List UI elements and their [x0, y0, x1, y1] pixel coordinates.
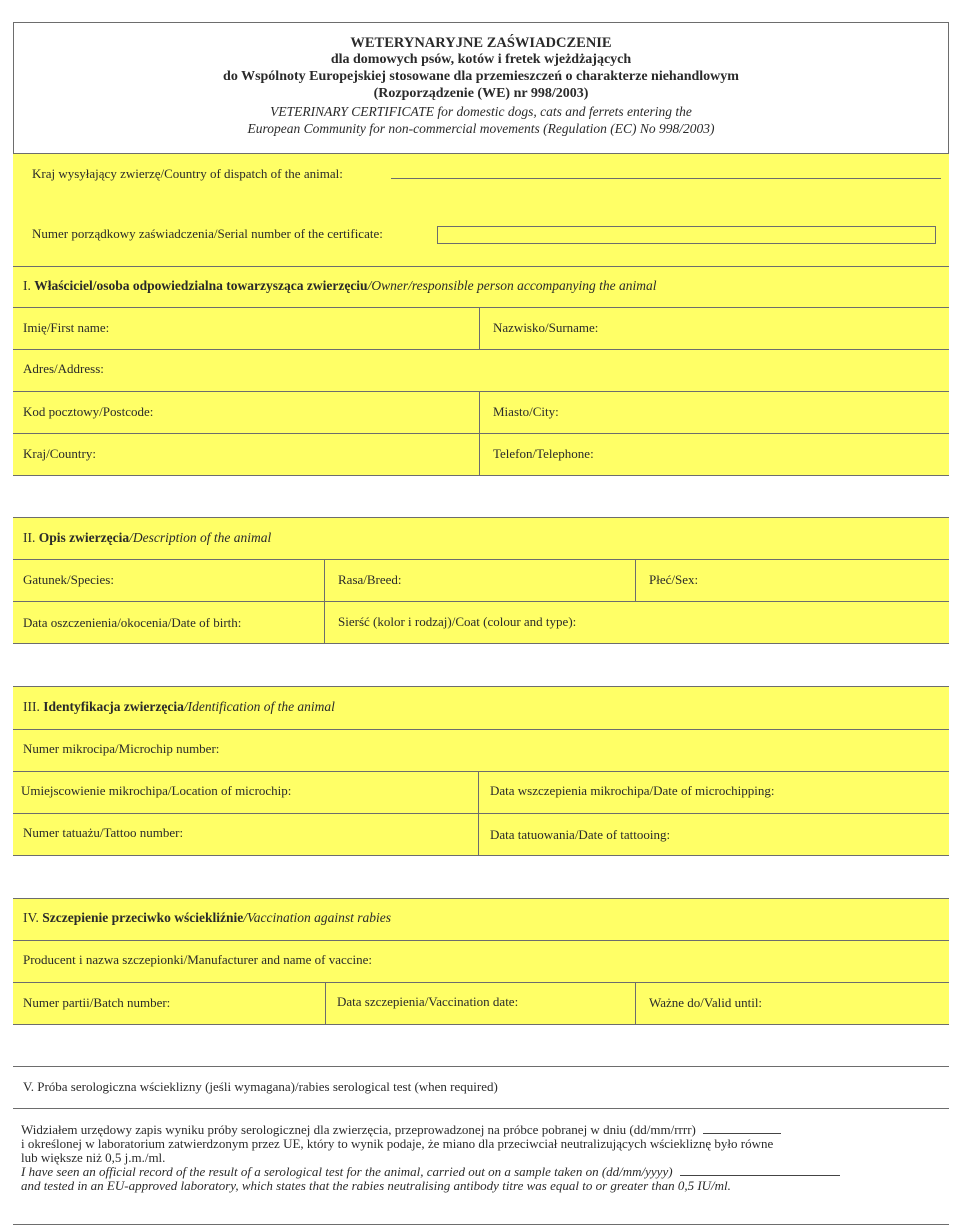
valid-until-label: Ważne do/Valid until:	[649, 995, 763, 1010]
microchip-date-field[interactable]	[478, 772, 949, 813]
country-telephone-row	[13, 433, 949, 475]
certificate-title-pl: WETERYNARYJNE ZAŚWIADCZENIE	[350, 35, 612, 51]
microchip-date-label: Data wszczepienia mikrochipa/Date of microchipping:	[490, 783, 775, 798]
country-of-dispatch-field[interactable]	[391, 178, 941, 179]
serology-en-line-1: I have seen an official record of the result of a serological test for the animal, carried out on a sample taken on (dd/mm/yyyy)	[21, 1165, 937, 1179]
coat-field[interactable]	[324, 602, 949, 643]
breed-field[interactable]	[324, 560, 635, 601]
date-of-birth-field[interactable]	[13, 602, 324, 643]
address-row	[13, 349, 949, 391]
certificate-subtitle-pl-1: dla domowych psów, kotów i fretek wjeżdżających	[330, 52, 632, 67]
surname-label: Nazwisko/Surname:	[493, 320, 599, 335]
spacer-1	[13, 475, 949, 517]
vaccine-row	[13, 940, 949, 982]
section-1-title-pl: Właściciel/osoba odpowiedzialna towarzysząca zwierzęciu	[34, 278, 368, 293]
postcode-field[interactable]	[13, 392, 479, 433]
serial-number-label: Numer porządkowy zaświadczenia/Serial number of the certificate:	[32, 226, 383, 241]
telephone-field[interactable]	[479, 434, 949, 475]
section-1-header	[13, 266, 949, 307]
serology-pl-line-3: lub większe niż 0,5 j.m./ml.	[21, 1150, 166, 1165]
section-5-title: V. Próba serologiczna wścieklizny (jeśli wymagana)/rabies serological test (when required)	[23, 1079, 498, 1094]
serology-date-en-field[interactable]	[680, 1175, 840, 1176]
vaccine-manufacturer-label: Producent i nazwa szczepionki/Manufacturer and name of vaccine:	[23, 952, 373, 967]
section-4-number: IV.	[23, 910, 39, 925]
microchip-location-label: Umiejscowienie mikrochipa/Location of microchip:	[21, 783, 292, 798]
certificate-subtitle-pl-2: do Wspólnoty Europejskiej stosowane dla przemieszczeń o charakterze niehandlowym	[223, 69, 739, 84]
country-of-dispatch-label: Kraj wysyłający zwierzę/Country of dispatch of the animal:	[32, 166, 343, 181]
sex-field[interactable]	[635, 560, 949, 601]
section-2-header	[13, 517, 949, 559]
spacer-2	[13, 643, 949, 686]
vaccine-manufacturer-field[interactable]	[13, 941, 949, 982]
microchip-row	[13, 729, 949, 771]
section-2-title-pl: Opis zwierzęcia	[38, 530, 130, 545]
address-label: Adres/Address:	[23, 361, 104, 376]
first-name-field[interactable]	[13, 308, 479, 349]
certificate-title-en-2: European Community for non-commercial movements (Regulation (EC) No 998/2003)	[247, 121, 715, 136]
tattoo-number-label: Numer tatuażu/Tattoo number:	[23, 825, 184, 840]
section-3-header	[13, 686, 949, 729]
section-3-title-pl: Identyfikacja zwierzęcia	[43, 699, 184, 714]
spacer-3	[13, 855, 949, 898]
breed-label: Rasa/Breed:	[338, 572, 402, 587]
tattoo-date-field[interactable]	[478, 814, 949, 855]
country-label: Kraj/Country:	[23, 446, 96, 461]
section-5-header	[13, 1066, 949, 1108]
serial-number-field[interactable]	[437, 226, 936, 244]
batch-number-label: Numer partii/Batch number:	[23, 995, 171, 1010]
microchip-number-label: Numer mikrocipa/Microchip number:	[23, 741, 220, 756]
section-2-number: II.	[23, 530, 36, 545]
serology-en-line-2: and tested in an EU-approved laboratory, which states that the rabies neutralising antibody titre was equal to or greater than 0,5 IU/ml.	[21, 1178, 731, 1193]
surname-field[interactable]	[479, 308, 949, 349]
postcode-label: Kod pocztowy/Postcode:	[23, 404, 154, 419]
section-1-number: I.	[23, 278, 31, 293]
section-3-title-en: /Identification of the animal	[183, 699, 335, 714]
serology-pl-line-1: Widziałem urzędowy zapis wyniku próby serologicznej dla zwierzęcia, przeprowadzonej na próbce pobranej w dniu (dd/mm/rrrr)	[21, 1123, 937, 1137]
section-4-title-en: /Vaccination against rabies	[243, 910, 391, 925]
serology-date-pl-field[interactable]	[703, 1133, 781, 1134]
species-row	[13, 559, 949, 601]
valid-until-field[interactable]	[635, 983, 949, 1024]
first-name-label: Imię/First name:	[23, 320, 110, 335]
vaccination-date-field[interactable]	[325, 983, 635, 1024]
city-label: Miasto/City:	[493, 404, 559, 419]
telephone-label: Telefon/Telephone:	[493, 446, 594, 461]
batch-row	[13, 982, 949, 1024]
certificate-title-en-1: VETERINARY CERTIFICATE for domestic dogs, cats and ferrets entering the	[270, 104, 692, 119]
vaccination-date-label: Data szczepienia/Vaccination date:	[337, 994, 519, 1009]
postcode-city-row	[13, 391, 949, 433]
microchip-location-field[interactable]	[13, 772, 478, 813]
tattoo-row	[13, 813, 949, 855]
certificate-header	[14, 23, 948, 153]
address-field[interactable]	[13, 350, 949, 391]
section-3-number: III.	[23, 699, 40, 714]
section-2-title-en: /Description of the animal	[129, 530, 272, 545]
spacer-4	[13, 1024, 949, 1066]
tattoo-number-field[interactable]	[13, 814, 478, 855]
batch-number-field[interactable]	[13, 983, 325, 1024]
section-4-title-pl: Szczepienie przeciwko wściekliźnie	[42, 910, 244, 925]
dispatch-block	[13, 153, 949, 266]
microchip-number-field[interactable]	[13, 730, 949, 771]
microchip-location-row	[13, 771, 949, 813]
section-4-header	[13, 898, 949, 940]
serology-statement	[13, 1108, 949, 1224]
date-of-birth-label: Data oszczenienia/okocenia/Date of birth:	[23, 615, 242, 630]
owner-name-row	[13, 307, 949, 349]
sex-label: Płeć/Sex:	[649, 572, 699, 587]
species-field[interactable]	[13, 560, 324, 601]
dob-coat-row	[13, 601, 949, 643]
country-field[interactable]	[13, 434, 479, 475]
section-1-title-en: /Owner/responsible person accompanying the animal	[367, 278, 657, 293]
city-field[interactable]	[479, 392, 949, 433]
certificate-regulation-pl: (Rozporządzenie (WE) nr 998/2003)	[373, 86, 589, 101]
coat-label: Sierść (kolor i rodzaj)/Coat (colour and type):	[338, 614, 577, 629]
serology-pl-line-2: i określonej w laboratorium zatwierdzonym przez UE, który to wynik podaje, że miano dla przeciwciał neutralizujących wściekliznę było równe	[21, 1136, 774, 1151]
species-label: Gatunek/Species:	[23, 572, 114, 587]
tattoo-date-label: Data tatuowania/Date of tattooing:	[490, 827, 671, 842]
